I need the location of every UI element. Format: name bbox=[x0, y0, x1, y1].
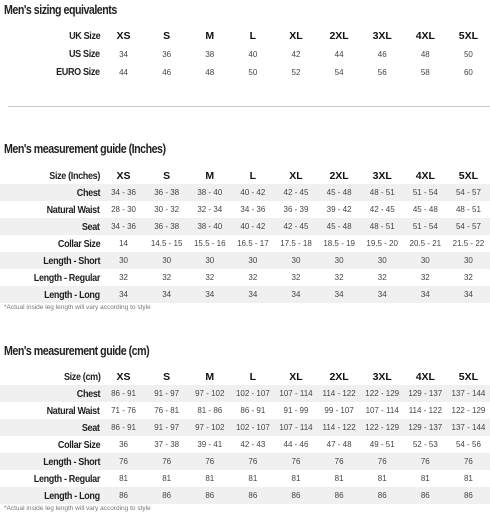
table-cell: 14 bbox=[119, 239, 128, 248]
table-cell: 86 bbox=[274, 487, 317, 504]
table-cell: 39 - 41 bbox=[197, 440, 223, 449]
row-label: US Size bbox=[69, 48, 100, 60]
row-label: Length - Short bbox=[0, 252, 102, 269]
table-cell: 44 bbox=[119, 67, 128, 77]
table-cell: 81 bbox=[205, 474, 215, 483]
size-column-header: 3XL bbox=[372, 30, 392, 42]
table-cell: 44 bbox=[334, 49, 344, 59]
table-cell: 81 bbox=[291, 474, 301, 483]
table-cell: 129 - 137 bbox=[404, 419, 447, 436]
table-cell: 86 - 91 bbox=[240, 406, 266, 415]
table-cell: 36 bbox=[119, 440, 128, 449]
table-cell: 45 - 48 bbox=[318, 184, 361, 201]
table-cell: 32 bbox=[248, 273, 258, 282]
table-cell: 28 - 30 bbox=[111, 205, 136, 214]
table-cell: 86 bbox=[447, 487, 490, 504]
table-cell: 52 bbox=[291, 67, 301, 77]
table-cell: 114 - 122 bbox=[408, 406, 442, 415]
table-cell: 34 bbox=[188, 286, 231, 303]
size-header-label: Size (cm) bbox=[63, 370, 100, 383]
table-row bbox=[0, 487, 490, 504]
table-cell: 102 - 107 bbox=[231, 419, 274, 436]
row-label: Length - Short bbox=[0, 453, 102, 470]
table-cell: 18.5 - 19 bbox=[323, 239, 355, 248]
table-row bbox=[0, 201, 490, 218]
table-cell: 50 bbox=[248, 67, 258, 77]
table-cell: 81 bbox=[334, 474, 344, 483]
table-cell: 137 - 144 bbox=[447, 419, 490, 436]
table-cell: 76 bbox=[404, 453, 447, 470]
table-cell: 37 - 38 bbox=[154, 440, 180, 449]
table-cell: 122 - 129 bbox=[361, 385, 404, 402]
table-cell: 47 - 48 bbox=[326, 440, 352, 449]
table-cell: 16.5 - 17 bbox=[237, 239, 269, 248]
table-cell: 30 bbox=[188, 252, 231, 269]
table-cell: 58 bbox=[420, 67, 430, 77]
table-cell: 34 bbox=[274, 286, 317, 303]
table-cell: 30 - 32 bbox=[154, 205, 180, 214]
size-column-header: S bbox=[163, 169, 171, 182]
table-cell: 86 bbox=[231, 487, 274, 504]
table-cell: 30 bbox=[231, 252, 274, 269]
table-cell: 40 - 42 bbox=[231, 184, 274, 201]
size-column-header: L bbox=[249, 370, 257, 383]
table-cell: 30 bbox=[102, 252, 145, 269]
table-cell: 86 bbox=[404, 487, 447, 504]
table-cell: 76 bbox=[102, 453, 145, 470]
table-cell: 86 bbox=[318, 487, 361, 504]
table-cell: 60 bbox=[463, 67, 473, 77]
table-cell: 32 bbox=[162, 273, 172, 282]
size-column-header: 2XL bbox=[329, 169, 349, 182]
table-cell: 81 bbox=[377, 474, 387, 483]
row-label: Length - Regular bbox=[33, 271, 100, 284]
table-cell: 114 - 122 bbox=[318, 419, 361, 436]
table-row bbox=[0, 63, 490, 81]
table-cell: 30 bbox=[361, 252, 404, 269]
size-column-header: S bbox=[163, 370, 171, 383]
size-column-header: XS bbox=[116, 30, 131, 42]
size-header-row bbox=[0, 167, 490, 184]
table-cell: 86 bbox=[145, 487, 188, 504]
table-row bbox=[0, 235, 490, 252]
table-cell: 34 bbox=[145, 286, 188, 303]
table-cell: 76 bbox=[274, 453, 317, 470]
row-label: Collar Size bbox=[57, 438, 100, 451]
size-column-header: M bbox=[205, 370, 215, 383]
table-row bbox=[0, 218, 490, 235]
table-row bbox=[0, 385, 490, 402]
size-column-header: 3XL bbox=[372, 370, 392, 383]
table-row bbox=[0, 269, 490, 286]
table-row bbox=[0, 252, 490, 269]
table-cell: 42 bbox=[291, 49, 301, 59]
table-cell: 81 - 86 bbox=[197, 406, 223, 415]
table-cell: 42 - 45 bbox=[369, 205, 395, 214]
table-cell: 36 bbox=[162, 49, 172, 59]
table-cell: 81 bbox=[420, 474, 430, 483]
table-cell: 76 bbox=[231, 453, 274, 470]
size-column-header: XL bbox=[289, 370, 303, 383]
table-cell: 48 - 51 bbox=[455, 205, 481, 214]
table-cell: 38 - 40 bbox=[188, 218, 231, 235]
table-cell: 137 - 144 bbox=[447, 385, 490, 402]
table-cell: 42 - 45 bbox=[274, 218, 317, 235]
table-cell: 40 bbox=[248, 49, 258, 59]
table-cell: 30 bbox=[318, 252, 361, 269]
table-cell: 36 - 38 bbox=[145, 218, 188, 235]
table-cell: 81 bbox=[248, 474, 258, 483]
size-column-header: L bbox=[249, 30, 257, 42]
table-row bbox=[0, 184, 490, 201]
table-cell: 97 - 102 bbox=[188, 419, 231, 436]
size-column-header: XL bbox=[289, 169, 303, 182]
size-column-header: 3XL bbox=[372, 169, 392, 182]
row-label: EURO Size bbox=[56, 66, 100, 78]
table-cell: 34 bbox=[361, 286, 404, 303]
table-cell: 17.5 - 18 bbox=[280, 239, 312, 248]
table-row bbox=[0, 286, 490, 303]
table-cell: 32 bbox=[119, 273, 128, 282]
size-header-label: Size (Inches) bbox=[49, 169, 100, 182]
table-cell: 32 bbox=[291, 273, 301, 282]
table-cell: 30 bbox=[404, 252, 447, 269]
size-column-header: 5XL bbox=[458, 169, 479, 182]
size-column-header: 5XL bbox=[458, 30, 479, 42]
section-divider bbox=[8, 106, 490, 107]
table-cell: 34 - 36 bbox=[102, 184, 145, 201]
table-cell: 54 bbox=[334, 67, 344, 77]
table-cell: 71 - 76 bbox=[111, 406, 136, 415]
table-cell: 34 - 36 bbox=[102, 218, 145, 235]
row-label: Chest bbox=[0, 385, 102, 402]
table-cell: 107 - 114 bbox=[274, 385, 317, 402]
table-cell: 51 - 54 bbox=[404, 184, 447, 201]
table-row bbox=[0, 45, 490, 63]
table-cell: 50 bbox=[463, 49, 473, 59]
table-cell: 54 - 57 bbox=[447, 184, 490, 201]
table-cell: 45 - 48 bbox=[412, 205, 438, 214]
table-cell: 46 bbox=[377, 49, 387, 59]
table-cell: 34 bbox=[404, 286, 447, 303]
table-row bbox=[0, 436, 490, 453]
table-cell: 97 - 102 bbox=[188, 385, 231, 402]
table-cell: 32 bbox=[420, 273, 430, 282]
table-cell: 34 bbox=[231, 286, 274, 303]
table-cell: 86 bbox=[188, 487, 231, 504]
inches-measurement-table bbox=[0, 167, 490, 303]
size-header-row bbox=[0, 27, 490, 45]
table-cell: 44 - 46 bbox=[283, 440, 309, 449]
table-cell: 36 - 38 bbox=[145, 184, 188, 201]
size-column-header: 5XL bbox=[458, 370, 479, 383]
table-cell: 102 - 107 bbox=[231, 385, 274, 402]
table-row bbox=[0, 419, 490, 436]
equivalents-title: Men's sizing equivalents bbox=[4, 2, 117, 17]
size-column-header: XL bbox=[289, 30, 303, 42]
row-label: Chest bbox=[0, 184, 102, 201]
table-cell: 34 bbox=[447, 286, 490, 303]
row-label: Natural Waist bbox=[47, 203, 100, 216]
size-column-header: 4XL bbox=[415, 370, 435, 383]
table-cell: 81 bbox=[162, 474, 172, 483]
size-header-label: UK Size bbox=[68, 30, 100, 42]
table-row bbox=[0, 453, 490, 470]
table-cell: 56 bbox=[377, 67, 387, 77]
size-column-header: XS bbox=[116, 169, 131, 182]
table-cell: 91 - 97 bbox=[145, 385, 188, 402]
size-column-header: M bbox=[205, 30, 215, 42]
size-column-header: 2XL bbox=[329, 30, 349, 42]
table-cell: 20.5 - 21 bbox=[409, 239, 442, 248]
table-cell: 32 - 34 bbox=[197, 205, 223, 214]
table-cell: 42 - 45 bbox=[274, 184, 317, 201]
row-label: Natural Waist bbox=[47, 404, 100, 417]
table-cell: 32 bbox=[463, 273, 473, 282]
table-cell: 40 - 42 bbox=[231, 218, 274, 235]
row-label: Collar Size bbox=[57, 237, 100, 250]
cm-measurement-table bbox=[0, 368, 490, 504]
table-cell: 48 bbox=[205, 67, 215, 77]
table-cell: 122 - 129 bbox=[451, 406, 486, 415]
table-cell: 52 - 53 bbox=[412, 440, 438, 449]
table-cell: 76 bbox=[361, 453, 404, 470]
table-cell: 51 - 54 bbox=[404, 218, 447, 235]
table-cell: 48 bbox=[420, 49, 430, 59]
table-cell: 49 - 51 bbox=[369, 440, 395, 449]
table-cell: 76 bbox=[188, 453, 231, 470]
cm-footnote: *Actual inside leg length will vary according to style bbox=[4, 505, 151, 512]
table-cell: 15.5 - 16 bbox=[193, 239, 226, 248]
table-cell: 32 bbox=[205, 273, 215, 282]
table-cell: 76 - 81 bbox=[154, 406, 180, 415]
table-cell: 107 - 114 bbox=[274, 419, 317, 436]
table-cell: 39 - 42 bbox=[326, 205, 352, 214]
row-label: Seat bbox=[0, 419, 102, 436]
inches-guide-title: Men's measurement guide (Inches) bbox=[4, 141, 166, 156]
table-cell: 38 bbox=[205, 49, 215, 59]
size-column-header: L bbox=[249, 169, 257, 182]
table-cell: 38 - 40 bbox=[188, 184, 231, 201]
table-cell: 32 bbox=[334, 273, 344, 282]
table-cell: 129 - 137 bbox=[404, 385, 447, 402]
cm-guide-title: Men's measurement guide (cm) bbox=[4, 343, 150, 358]
table-cell: 48 - 51 bbox=[361, 184, 404, 201]
row-label: Length - Regular bbox=[33, 472, 100, 485]
table-cell: 54 - 56 bbox=[455, 440, 481, 449]
table-cell: 30 bbox=[447, 252, 490, 269]
table-cell: 14.5 - 15 bbox=[150, 239, 183, 248]
table-row bbox=[0, 470, 490, 487]
size-column-header: M bbox=[205, 169, 215, 182]
table-cell: 45 - 48 bbox=[318, 218, 361, 235]
table-cell: 76 bbox=[145, 453, 188, 470]
table-cell: 86 - 91 bbox=[102, 419, 145, 436]
table-cell: 114 - 122 bbox=[318, 385, 361, 402]
table-cell: 46 bbox=[162, 67, 172, 77]
table-cell: 86 - 91 bbox=[102, 385, 145, 402]
size-column-header: XS bbox=[116, 370, 131, 383]
table-cell: 91 - 97 bbox=[145, 419, 188, 436]
table-cell: 32 bbox=[377, 273, 387, 282]
table-cell: 48 - 51 bbox=[361, 218, 404, 235]
table-cell: 34 bbox=[102, 286, 145, 303]
table-cell: 30 bbox=[274, 252, 317, 269]
table-cell: 54 - 57 bbox=[447, 218, 490, 235]
table-cell: 19.5 - 20 bbox=[366, 239, 398, 248]
table-cell: 36 - 39 bbox=[283, 205, 309, 214]
table-cell: 99 - 107 bbox=[324, 406, 354, 415]
row-label: Seat bbox=[0, 218, 102, 235]
table-cell: 76 bbox=[447, 453, 490, 470]
table-cell: 21.5 - 22 bbox=[452, 239, 485, 248]
row-label: Length - Long bbox=[0, 286, 102, 303]
size-header-row bbox=[0, 368, 490, 385]
table-cell: 107 - 114 bbox=[365, 406, 399, 415]
size-column-header: 4XL bbox=[415, 169, 435, 182]
table-cell: 86 bbox=[361, 487, 404, 504]
table-row bbox=[0, 402, 490, 419]
table-cell: 86 bbox=[102, 487, 145, 504]
table-cell: 42 - 43 bbox=[240, 440, 266, 449]
table-cell: 34 bbox=[318, 286, 361, 303]
table-cell: 91 - 99 bbox=[283, 406, 309, 415]
table-cell: 34 bbox=[119, 49, 128, 59]
size-column-header: 2XL bbox=[329, 370, 349, 383]
table-cell: 81 bbox=[463, 474, 473, 483]
size-column-header: S bbox=[163, 30, 171, 42]
inches-footnote: *Actual inside leg length will vary according to style bbox=[4, 304, 151, 311]
table-cell: 34 - 36 bbox=[240, 205, 266, 214]
size-column-header: 4XL bbox=[415, 30, 435, 42]
table-cell: 76 bbox=[318, 453, 361, 470]
table-cell: 122 - 129 bbox=[361, 419, 404, 436]
table-cell: 81 bbox=[119, 474, 128, 483]
row-label: Length - Long bbox=[0, 487, 102, 504]
sizing-equivalents-table bbox=[0, 27, 490, 81]
table-cell: 30 bbox=[145, 252, 188, 269]
